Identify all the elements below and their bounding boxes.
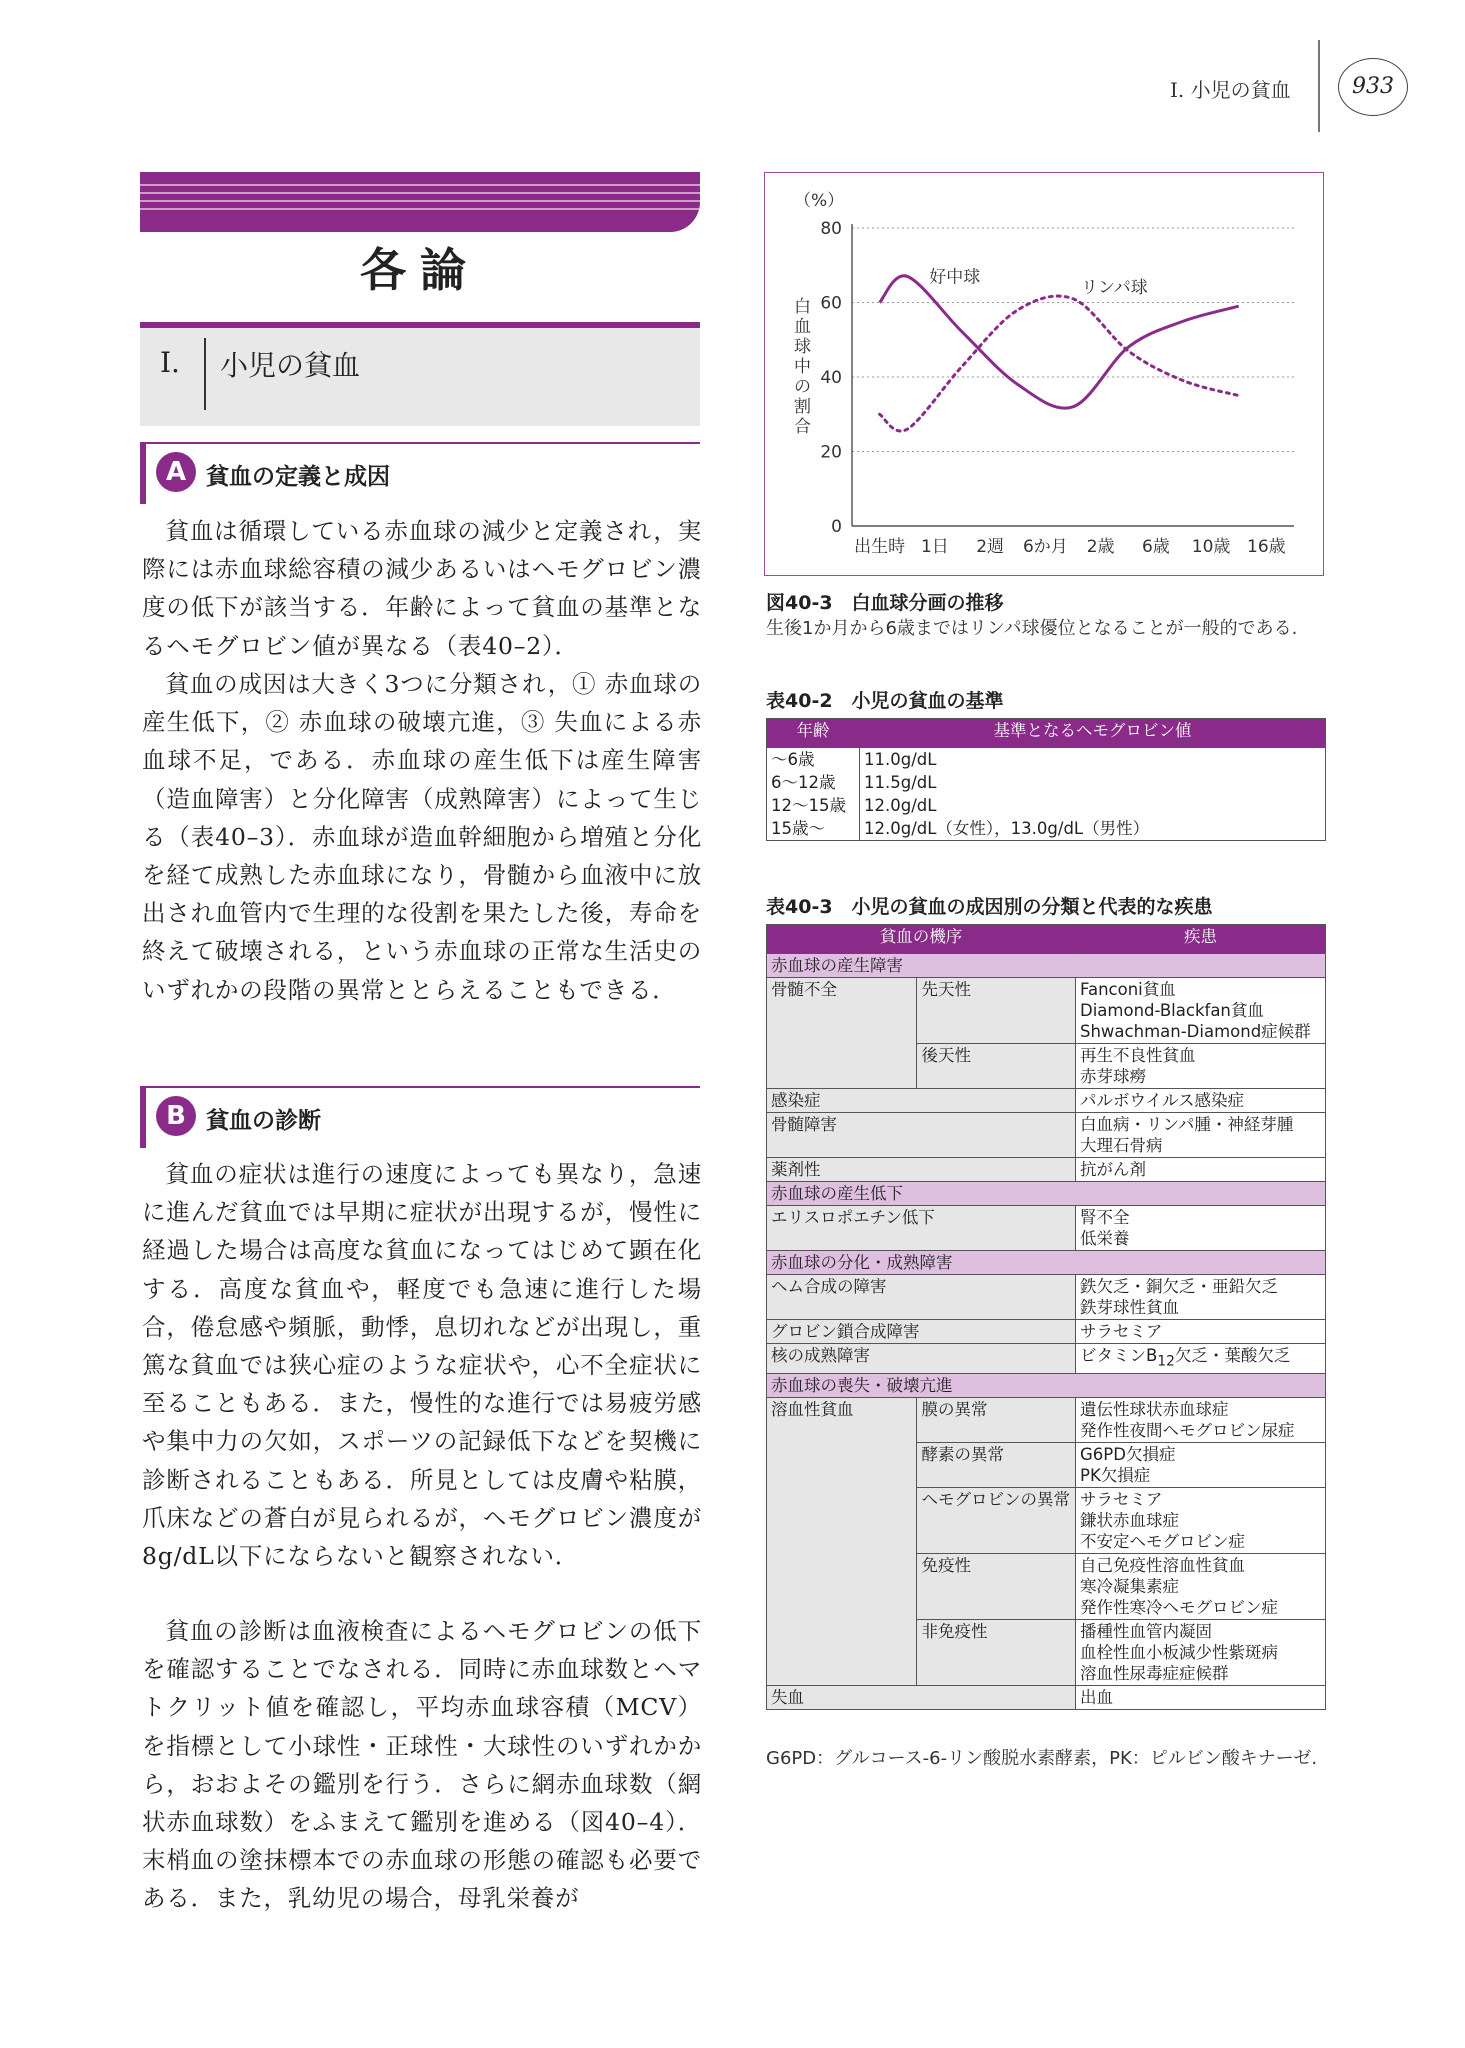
leukocyte-chart [764,172,1324,576]
column-header: 貧血の機序 [767,925,1076,954]
y-tick-label: 20 [820,442,842,463]
table-cell [1076,1554,1326,1620]
category-row [767,954,1326,978]
x-tick-label: 6か月 [1022,537,1068,557]
page-number: 933 [1338,58,1408,116]
table-cell: 11.5g/dL [864,773,937,792]
disease: 欠乏・葉酸欠乏 [1174,1346,1291,1365]
x-tick-label: 1日 [920,537,949,557]
category-label: 赤血球の産生低下 [767,1182,1326,1206]
y-tick-label: 0 [831,517,842,537]
y-unit-label: （%） [794,191,845,211]
section-title: 小児の貧血 [220,349,361,382]
table-cell: 免疫性 [917,1554,1076,1620]
subsection-b-stripe [140,1088,146,1148]
table-title: 表40-2 小児の貧血の基準 [766,690,1004,712]
table-row [767,1275,1326,1320]
table-row [767,1206,1326,1251]
table-row [767,978,1326,1044]
table-cell: 骨髄不全 [767,978,917,1089]
x-tick-label: 2歳 [1086,537,1115,557]
table-cell: ヘム合成の障害 [767,1275,1076,1320]
disease: 不安定ヘモグロビン症 [1080,1532,1245,1552]
category-row [767,1374,1326,1398]
section-number: I. [160,346,180,379]
disease: 再生不良性貧血 [1080,1046,1196,1065]
subsection-a-stripe [140,444,146,504]
disease: 血栓性血小板減少性紫斑病 [1080,1643,1278,1663]
table-cell: 失血 [767,1686,1076,1710]
table-cell [1076,1113,1326,1158]
table-cell [1076,1206,1326,1251]
disease: Fanconi貧血 [1080,980,1176,999]
disease: 自己免疫性溶血性貧血 [1080,1556,1245,1576]
table-cell: 後天性 [917,1044,1076,1089]
series-label-lymphocyte: リンパ球 [1081,277,1148,298]
disease: 白血病・リンパ腫・神経芽腫 [1080,1115,1294,1134]
table-row [767,1320,1326,1344]
header-divider [1318,40,1320,132]
figure-title: 図40-3 白血球分画の推移 [766,592,1004,614]
table-cell: 骨髄障害 [767,1113,1076,1158]
disease: 鉄欠乏・銅欠乏・亜鉛欠乏 [1080,1277,1278,1296]
section-divider [204,338,206,410]
table-cell [1076,1044,1326,1089]
anemia-causes-table [766,924,1326,1710]
table-cell: 非免疫性 [917,1620,1076,1686]
table-row [767,1686,1326,1710]
disease: 溶血性尿毒症症候群 [1080,1664,1229,1684]
table-cell [1076,1344,1326,1374]
disease: 鉄芽球性貧血 [1080,1298,1179,1317]
chapter-banner [140,172,700,232]
y-tick-label: 60 [820,293,842,314]
column-header: 基準となるヘモグロビン値 [860,719,1326,748]
disease: 鎌状赤血球症 [1080,1511,1179,1531]
chapter-title: 各論 [360,243,480,297]
disease: 腎不全 [1080,1208,1130,1227]
table-cell: 6〜12歳 [767,771,860,794]
disease: 低栄養 [1080,1229,1130,1248]
category-row [767,1251,1326,1275]
figure-caption: 生後1か月から6歳まではリンパ球優位となることが一般的である. [766,618,1298,639]
table-cell: 〜6歳 [767,748,860,772]
subscript: 12 [1157,1353,1175,1370]
y-axis-label: 白血球中の割合 [794,297,811,437]
table-cell: 12〜15歳 [767,794,860,817]
table-cell [1076,1398,1326,1443]
x-tick-label: 16歳 [1247,537,1286,557]
table-row [767,1398,1326,1443]
table-cell: サラセミア [1076,1320,1326,1344]
subsection-b-title: 貧血の診断 [206,1108,321,1134]
table-row [767,771,1326,794]
x-tick-label: 2週 [976,537,1005,557]
category-label: 赤血球の喪失・破壊亢進 [767,1374,1326,1398]
table-cell: ヘモグロビンの異常 [917,1488,1076,1554]
table-cell [1076,978,1326,1044]
disease: 発作性夜間ヘモグロビン尿症 [1080,1421,1295,1441]
paragraph: 貧血の症状は進行の速度によっても異なり，急速に進んだ貧血では早期に症状が出現するが，慢性に経過した場合は高度な貧血になってはじめて顕在化する．高度な貧血や，軽度でも急速に進行した場合，倦怠感や頻脈，動悸，息切れなどが出現し，重篤な貧血では狭心症のような症状や，心不全症状に至ることもある．また，慢性的な進行では易疲労感や集中力の欠如，スポーツの記録低下などを契機に診断されることもある．所見としては皮膚や粘膜，爪床などの蒼白が見られるが，ヘモグロビン濃度が8g/dL以下にならないと観察されない． [142,1160,702,1571]
hb-criteria-table [766,718,1326,841]
table-row [767,1113,1326,1158]
disease: PK欠損症 [1080,1466,1151,1486]
table-cell: グロビン鎖合成障害 [767,1320,1076,1344]
table-cell: 15歳〜 [767,817,860,841]
table-cell: 出血 [1076,1686,1326,1710]
table-cell: 溶血性貧血 [767,1398,917,1686]
table-cell [1076,1443,1326,1488]
disease: 赤芽球癆 [1080,1067,1146,1086]
category-label: 赤血球の産生障害 [767,954,1326,978]
table-cell [1076,1488,1326,1554]
table-cell [1076,1620,1326,1686]
table-cell: 11.0g/dL [864,750,937,769]
table-cell [1076,1275,1326,1320]
table-cell: 核の成熟障害 [767,1344,1076,1374]
disease: ビタミンB [1080,1346,1158,1365]
table-row [767,1344,1326,1374]
disease: サラセミア [1080,1490,1163,1510]
table-row [767,794,1326,817]
table-cell: 薬剤性 [767,1158,1076,1182]
paragraph: 貧血の成因は大きく3つに分類され，① 赤血球の産生低下，② 赤血球の破壊亢進，③ 失血による赤血球不足，である．赤血球の産生低下は産生障害（造血障害）と分化障害（成熟障害）によって生じる（表40–3）．赤血球が造血幹細胞から増殖と分化を経て成熟した赤血球になり，骨髄から血液中に放出され血管内で生理的な役割を果たした後，寿命を終えて破壊される，という赤血球の正常な生活史のいずれかの段階の異常ととらえることもできる． [142,670,702,1004]
column-header: 疾患 [1076,925,1326,954]
disease: 遺伝性球状赤血球症 [1080,1400,1229,1420]
category-label: 赤血球の分化・成熟障害 [767,1251,1326,1275]
x-tick-label: 6歳 [1141,537,1170,557]
series-label-neutrophil: 好中球 [929,267,981,288]
table-row [767,817,1326,841]
disease: Diamond-Blackfan貧血 [1080,1001,1264,1020]
table-cell: 酵素の異常 [917,1443,1076,1488]
category-row [767,1182,1326,1206]
x-tick-label: 10歳 [1191,537,1231,557]
subsection-a-badge: A [156,452,196,492]
disease: 大理石骨病 [1080,1136,1163,1155]
lymphocyte-line [880,296,1239,431]
table-row [767,748,1326,772]
subsection-b-badge: B [156,1096,196,1136]
table-cell: エリスロポエチン低下 [767,1206,1076,1251]
table-cell: 先天性 [917,978,1076,1044]
disease: 播種性血管内凝固 [1080,1622,1212,1642]
table-footnote: G6PD：グルコース-6-リン酸脱水素酵素，PK：ピルビン酸キナーゼ. [766,1748,1318,1769]
disease: 発作性寒冷ヘモグロビン症 [1080,1598,1278,1618]
y-tick-label: 80 [820,219,842,239]
x-tick-label: 出生時 [854,537,906,557]
table-cell: 抗がん剤 [1076,1158,1326,1182]
disease: G6PD欠損症 [1080,1445,1176,1465]
paragraph: 貧血の診断は血液検査によるヘモグロビンの低下を確認することでなされる．同時に赤血球数とヘマトクリット値を確認し，平均赤血球容積（MCV）を指標として小球性・正球性・大球性のいずれかから，おおよその鑑別を行う．さらに網赤血球数（網状赤血球数）をふまえて鑑別を進める（図40–4）．末梢血の塗抹標本での赤血球の形態の確認も必要である．また，乳幼児の場合，母乳栄養が [142,1617,702,1912]
subsection-a-title: 貧血の定義と成因 [206,464,390,490]
subsection-b-rule [140,1086,700,1088]
column-header: 年齢 [767,719,860,748]
disease: 寒冷凝集素症 [1080,1577,1179,1597]
table-row [767,1158,1326,1182]
running-header: I. 小児の貧血 [1170,78,1291,102]
table-cell: 膜の異常 [917,1398,1076,1443]
table-cell: パルボウイルス感染症 [1076,1089,1326,1113]
y-tick-label: 40 [820,368,842,388]
table-cell: 12.0g/dL [864,796,937,815]
table-row [767,1089,1326,1113]
table-cell: 感染症 [767,1089,1076,1113]
paragraph: 貧血は循環している赤血球の減少と定義され，実際には赤血球総容積の減少あるいはヘモグロビン濃度の低下が該当する．年齢によって貧血の基準となるヘモグロビン値が異なる（表40–2）． [142,517,702,660]
subsection-a-rule [140,442,700,444]
table-title: 表40-3 小児の貧血の成因別の分類と代表的な疾患 [766,896,1213,918]
table-cell: 12.0g/dL（女性），13.0g/dL（男性） [864,819,1150,838]
disease: Shwachman-Diamond症候群 [1080,1022,1311,1041]
